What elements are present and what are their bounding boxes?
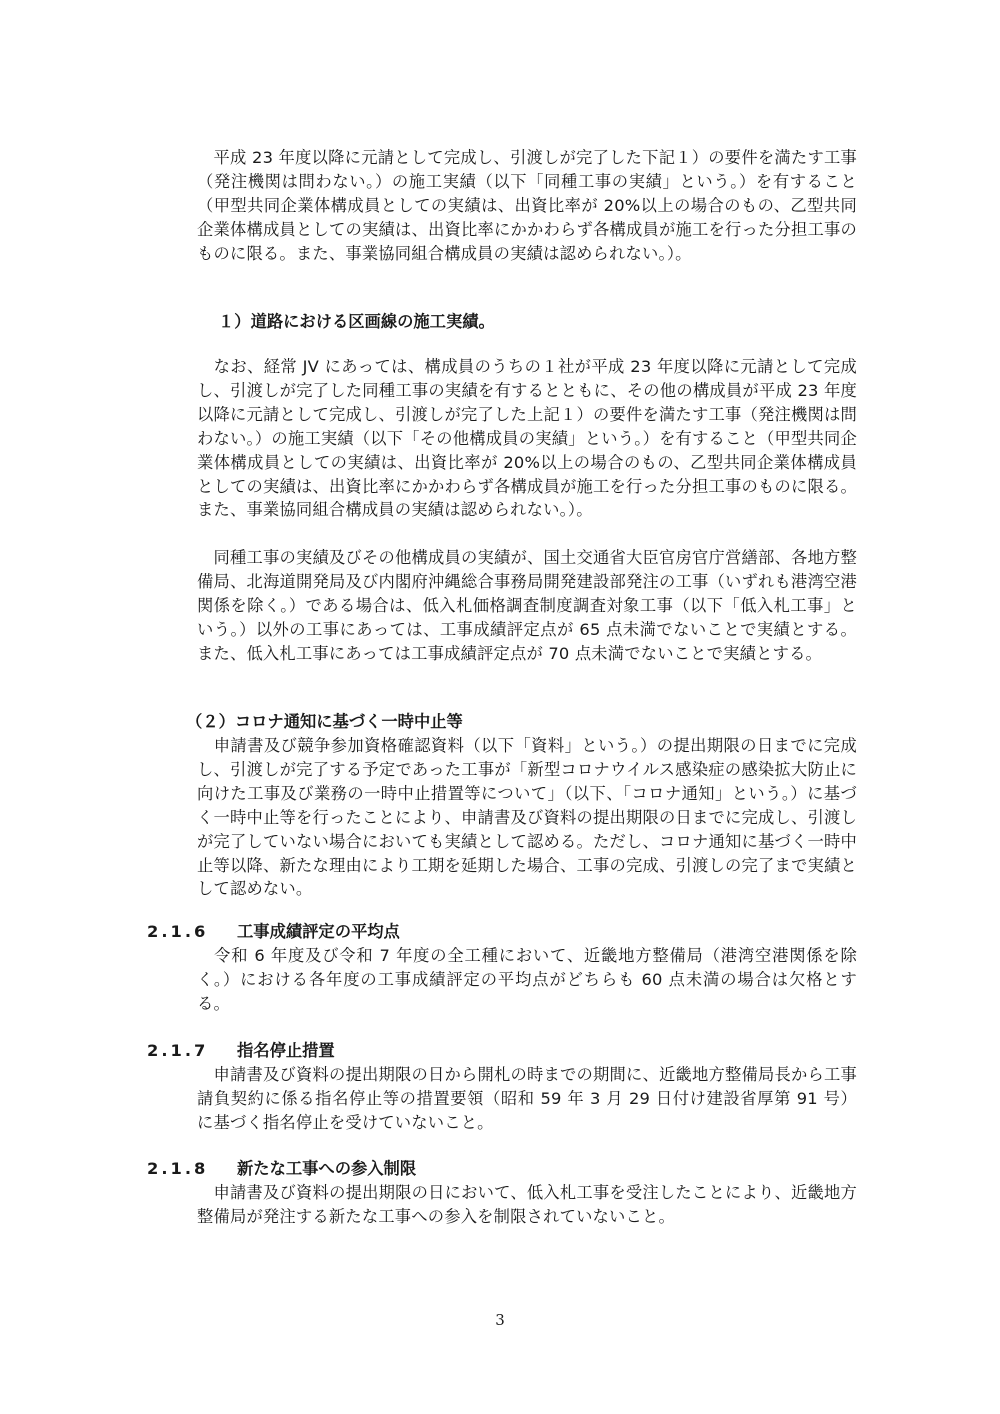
- subheading-road-marking: １）道路における区画線の施工実績。: [218, 312, 495, 331]
- section-heading-2-1-8: [147, 1157, 416, 1181]
- paragraph-evaluation-score: 同種工事の実績及びその他構成員の実績が、国土交通省大臣官房官庁営繕部、各地方整備局、北海道開発局及び内閣府沖縄総合事務局開発建設部発注の工事（いずれも港湾空港関係を除く。）である場合は、低入札価格調査制度調査対象工事（以下「低入札工事」という。）以外の工事にあっては、工事成績評定点が 65 点未満でないことで実績とする。また、低入札工事にあっては工事成績評定点が 70 点未満でないことで実績とする。: [197, 548, 857, 663]
- section-body-2-1-6: 令和 6 年度及び令和 7 年度の全工種において、近畿地方整備局（港湾空港関係を除く。）における各年度の工事成績評定の平均点がどちらも 60 点未満の場合は欠格とする。: [197, 946, 857, 1013]
- section-body-2-1-7: 申請書及び資料の提出期限の日から開札の時までの期間に、近畿地方整備局長から工事請負契約に係る指名停止等の措置要領（昭和 59 年 3 月 29 日付け建設省厚第 91 号）に基づく指名停止を受けていないこと。: [197, 1065, 857, 1132]
- page-number: 3: [495, 1311, 505, 1329]
- paragraph-jv-requirements: なお、経常 JV にあっては、構成員のうちの１社が平成 23 年度以降に元請として完成し、引渡しが完了した同種工事の実績を有するとともに、その他の構成員が平成 23 年度以降に元請として完成し、引渡しが完了した上記１）の要件を満たす工事（発注機関は問わない。）の施工実績（以下「その他構成員の実績」という。）を有すること（甲型共同企業体構成員としての実績は、出資比率が 20%以上の場合のもの、乙型共同企業体構成員としての実績は、出資比率にかかわらず各構成員が施工を行った分担工事のものに限る。また、事業協同組合構成員の実績は認められない。）。: [197, 357, 857, 520]
- section-title: 工事成績評定の平均点: [237, 922, 400, 941]
- section-number: 2.1.8: [147, 1159, 209, 1178]
- section-title: 指名停止措置: [237, 1041, 335, 1060]
- section-number: 2.1.6: [147, 922, 209, 941]
- paragraph-corona-notice: 申請書及び競争参加資格確認資料（以下「資料」という。）の提出期限の日までに完成し、引渡しが完了する予定であった工事が「新型コロナウイルス感染症の感染拡大防止に向けた工事及び業務の一時中止措置等について」（以下、「コロナ通知」という。）に基づく一時中止等を行ったことにより、申請書及び資料の提出期限の日までに完成し、引渡しが完了していない場合においても実績として認める。ただし、コロナ通知に基づく一時中止等以降、新たな理由により工期を延期した場合、工事の完成、引渡しの完了まで実績として認めない。: [197, 736, 857, 899]
- section-heading-2-1-7: [147, 1039, 335, 1063]
- section-heading-2-1-6: [147, 920, 400, 944]
- subheading-corona-notice: （２）コロナ通知に基づく一時中止等: [186, 712, 463, 731]
- section-number: 2.1.7: [147, 1041, 209, 1060]
- paragraph-requirements: 平成 23 年度以降に元請として完成し、引渡しが完了した下記１）の要件を満たす工事（発注機関は問わない。）の施工実績（以下「同種工事の実績」という。）を有すること（甲型共同企業体構成員としての実績は、出資比率が 20%以上の場合のもの、乙型共同企業体構成員としての実績は、出資比率にかかわらず各構成員が施工を行った分担工事のものに限る。また、事業協同組合構成員の実績は認められない。）。: [197, 148, 857, 263]
- section-title: 新たな工事への参入制限: [237, 1159, 417, 1178]
- section-body-2-1-8: 申請書及び資料の提出期限の日において、低入札工事を受注したことにより、近畿地方整備局が発注する新たな工事への参入を制限されていないこと。: [197, 1183, 857, 1226]
